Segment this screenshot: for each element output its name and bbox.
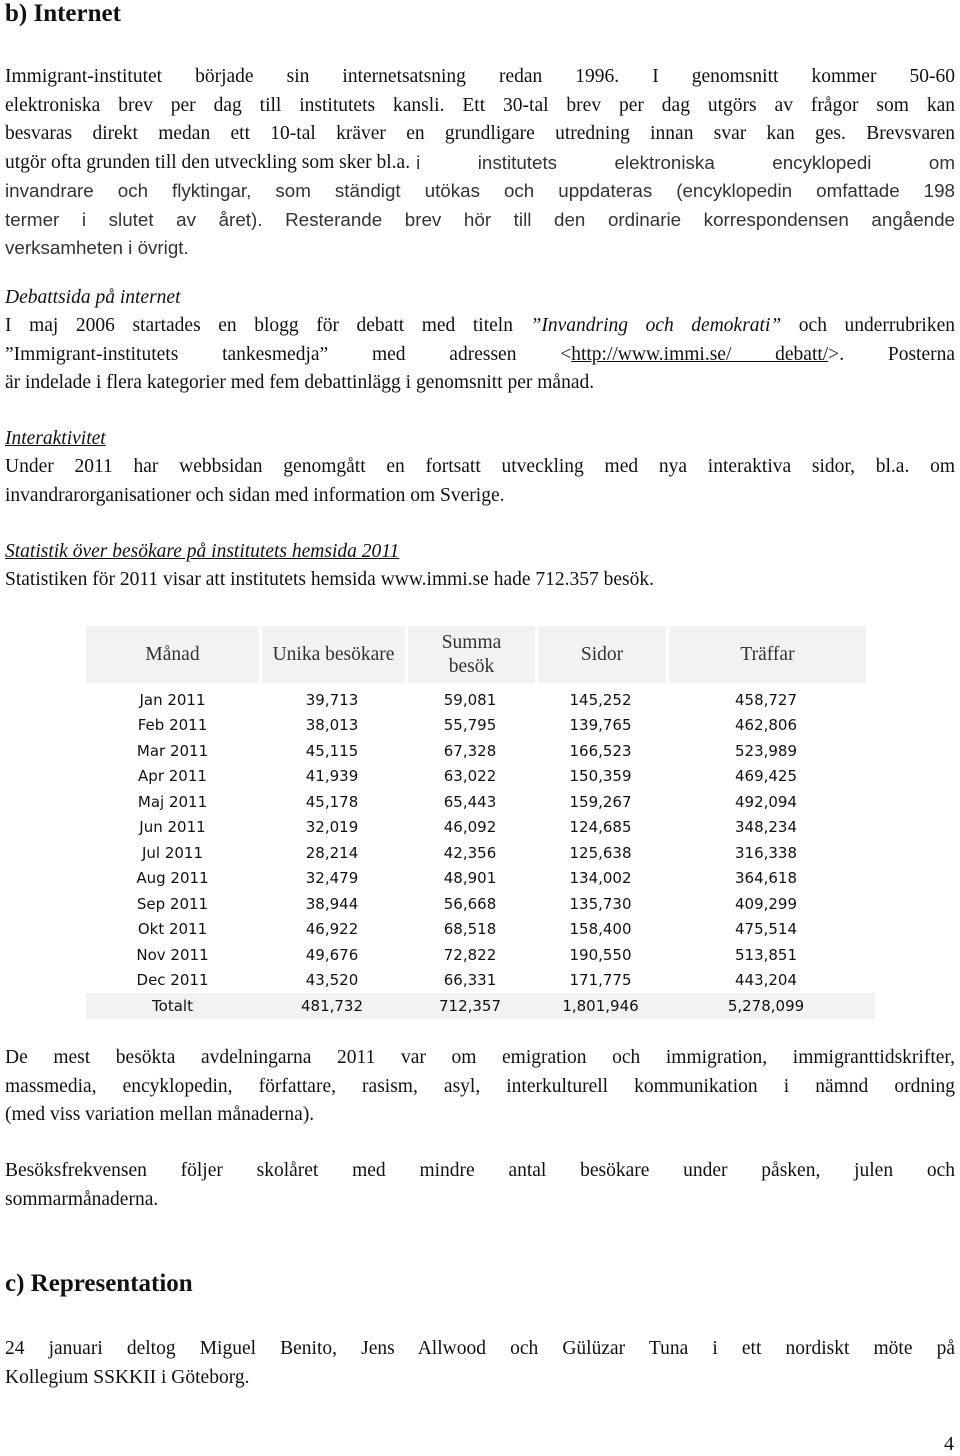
- paragraph-line: De mest besökta avdelningarna 2011 var om emigration och immigration, immigranttidskrifter,: [5, 1047, 955, 1068]
- table-cell: Maj 2011: [137, 792, 208, 811]
- paragraph-line: elektroniska brev per dag till institutets kansli. Ett 30-tal brev per dag utgörs av frågor som kan: [5, 94, 955, 116]
- paragraph-line: Kollegium SSKKII i Göteborg.: [5, 1366, 250, 1388]
- table-cell: Nov 2011: [136, 945, 209, 964]
- table-cell: 150,359: [569, 767, 632, 786]
- table-row: [86, 687, 875, 713]
- table-row: [86, 891, 875, 917]
- table-cell: 145,252: [569, 690, 632, 709]
- table-row: [86, 713, 875, 739]
- table-cell: 134,002: [569, 869, 632, 888]
- table-cell: Dec 2011: [136, 971, 209, 990]
- paragraph-line: sommarmånaderna.: [5, 1188, 159, 1210]
- header-cell-total-visits: Summa besök: [408, 626, 535, 683]
- statistik-heading: Statistik över besökare på institutets hemsida 2011: [5, 541, 400, 562]
- table-cell: Jun 2011: [139, 818, 206, 837]
- table-row: [86, 738, 875, 764]
- paragraph-fragment: I maj 2006 startades en blogg för debatt med titeln: [5, 315, 531, 336]
- paragraph-line: besvaras direkt medan ett 10-tal kräver en grundligare utredning innan svar kan ges. Brevsvaren: [5, 123, 955, 144]
- table-cell: 67,328: [443, 741, 497, 760]
- table-cell: Jul 2011: [141, 843, 204, 862]
- debatt-heading: Debattsida på internet: [5, 287, 181, 308]
- paragraph-fragment: utgör ofta grunden till den utveckling som sker bl.a.: [5, 151, 411, 173]
- table-cell: 159,267: [569, 792, 632, 811]
- table-cell: 68,518: [443, 920, 497, 939]
- page-number: 4: [944, 1433, 954, 1455]
- intro-paragraph: [5, 63, 955, 263]
- table-cell: 42,356: [443, 843, 497, 862]
- total-cell: 1,801,946: [562, 996, 639, 1015]
- paragraph-fragment: i institutets elektroniska encyklopedi om: [416, 151, 955, 173]
- table-cell: 348,234: [734, 818, 798, 837]
- table-cell: 523,989: [734, 741, 798, 760]
- table-cell: 59,081: [443, 690, 497, 709]
- table-row: [86, 840, 875, 866]
- visitor-statistics-table: [86, 626, 875, 1019]
- table-cell: 46,922: [305, 920, 359, 939]
- table-cell: 409,299: [734, 894, 798, 913]
- visit-frequency-paragraph: [5, 1157, 955, 1214]
- paragraph-line: [5, 149, 955, 178]
- table-row: [86, 815, 875, 841]
- interaktivitet-paragraph: [5, 453, 955, 510]
- paragraph-line: invandrarorganisationer och sidan med information om Sverige.: [5, 484, 505, 506]
- table-cell: 45,115: [305, 741, 359, 760]
- table-total-row: [86, 993, 875, 1019]
- table-cell: 443,204: [734, 971, 798, 990]
- table-cell: 38,013: [305, 716, 359, 735]
- table-body: [86, 687, 875, 993]
- table-cell: 171,775: [569, 971, 632, 990]
- interaktivitet-heading: Interaktivitet: [5, 428, 106, 449]
- total-cell: 481,732: [300, 996, 364, 1015]
- table-cell: 55,795: [443, 716, 497, 735]
- header-cell-unique-visitors: Unika besökare: [262, 626, 405, 683]
- table-row: [86, 942, 875, 968]
- table-row: [86, 789, 875, 815]
- table-cell: 48,901: [443, 869, 497, 888]
- table-cell: 28,214: [305, 843, 359, 862]
- paragraph-line: [5, 312, 955, 341]
- table-cell: 316,338: [734, 843, 798, 862]
- table-cell: Feb 2011: [137, 716, 208, 735]
- table-cell: 63,022: [443, 767, 497, 786]
- table-row: [86, 968, 875, 994]
- table-cell: 49,676: [305, 945, 359, 964]
- paragraph-line: massmedia, encyklopedin, författare, rasism, asyl, interkulturell kommunikation i nämnd ordning: [5, 1075, 955, 1097]
- header-cell-hits: Träffar: [669, 626, 866, 683]
- table-cell: Aug 2011: [136, 869, 209, 888]
- table-cell: Mar 2011: [136, 741, 209, 760]
- table-cell: 32,479: [305, 869, 359, 888]
- paragraph-line: är indelade i flera kategorier med fem debattinlägg i genomsnitt per månad.: [5, 372, 595, 393]
- blog-title: ”Invandring och demokrati”: [530, 315, 782, 336]
- total-cell: 712,357: [438, 996, 502, 1015]
- table-cell: Okt 2011: [137, 920, 208, 939]
- representation-paragraph: [5, 1335, 955, 1392]
- table-cell: 125,638: [569, 843, 632, 862]
- paragraph-line: Statistiken för 2011 visar att institutets hemsida www.immi.se hade 712.357 besök.: [5, 569, 655, 590]
- most-visited-paragraph: [5, 1044, 955, 1130]
- table-cell: Jan 2011: [139, 690, 206, 709]
- table-cell: 475,514: [734, 920, 798, 939]
- debatt-link[interactable]: http://www.immi.se/ debatt/: [571, 343, 829, 365]
- paragraph-line: (med viss variation mellan månaderna).: [5, 1104, 315, 1125]
- table-header-row: [86, 626, 875, 683]
- table-cell: 124,685: [569, 818, 632, 837]
- paragraph-fragment: >. Posterna: [828, 343, 956, 365]
- table-cell: 513,851: [734, 945, 798, 964]
- table-cell: 469,425: [734, 767, 798, 786]
- intro-paragraph-continued: [5, 177, 955, 263]
- statistik-paragraph: [5, 566, 955, 595]
- table-row: [86, 764, 875, 790]
- paragraph-fragment: ”Immigrant-institutets tankesmedja” med adressen <: [5, 343, 572, 365]
- table-cell: 462,806: [734, 716, 798, 735]
- table-cell: 38,944: [305, 894, 359, 913]
- table-cell: 46,092: [443, 818, 497, 837]
- table-cell: 39,713: [305, 690, 359, 709]
- table-row: [86, 917, 875, 943]
- table-cell: 43,520: [305, 971, 359, 990]
- paragraph-fragment: och underrubriken: [781, 315, 955, 336]
- table-cell: 135,730: [569, 894, 632, 913]
- table-cell: 72,822: [443, 945, 497, 964]
- table-cell: Sep 2011: [136, 894, 209, 913]
- table-cell: 158,400: [569, 920, 632, 939]
- table-cell: 139,765: [569, 716, 632, 735]
- paragraph-line: termer i slutet av året). Resterande brev hör till den ordinarie korrespondensen angående: [5, 208, 955, 230]
- paragraph-line: Under 2011 har webbsidan genomgått en fortsatt utveckling med nya interaktiva sidor, bl.a. om: [5, 456, 955, 477]
- total-cell: Totalt: [152, 996, 193, 1015]
- table-row: [86, 866, 875, 892]
- table-cell: 32,019: [305, 818, 359, 837]
- section-heading-representation: c) Representation: [5, 1270, 193, 1297]
- table-cell: 65,443: [443, 792, 497, 811]
- paragraph-line: Immigrant-institutet började sin internetsatsning redan 1996. I genomsnitt kommer 50-60: [5, 66, 955, 87]
- table-cell: 166,523: [569, 741, 632, 760]
- section-heading-internet: b) Internet: [5, 0, 121, 27]
- paragraph-line: invandrare och flyktingar, som ständigt utökas och uppdateras (encyklopedin omfattade 198: [5, 180, 955, 201]
- header-cell-pages: Sidor: [538, 626, 666, 683]
- table-cell: 458,727: [734, 690, 798, 709]
- table-cell: 190,550: [569, 945, 632, 964]
- paragraph-line: 24 januari deltog Miguel Benito, Jens Allwood och Gülüzar Tuna i ett nordiskt möte på: [5, 1338, 955, 1359]
- table-cell: 56,668: [443, 894, 497, 913]
- paragraph-line: [5, 341, 955, 370]
- table-cell: 41,939: [305, 767, 359, 786]
- paragraph-line: verksamheten i övrigt.: [5, 237, 189, 258]
- total-cell: 5,278,099: [727, 996, 805, 1015]
- table-cell: 45,178: [305, 792, 359, 811]
- paragraph-line: Besöksfrekvensen följer skolåret med mindre antal besökare under påsken, julen och: [5, 1160, 955, 1181]
- debatt-paragraph: [5, 312, 955, 398]
- table-cell: 364,618: [734, 869, 798, 888]
- header-cell-month: Månad: [86, 626, 259, 683]
- table-cell: 492,094: [734, 792, 798, 811]
- table-cell: 66,331: [443, 971, 497, 990]
- table-cell: Apr 2011: [138, 767, 207, 786]
